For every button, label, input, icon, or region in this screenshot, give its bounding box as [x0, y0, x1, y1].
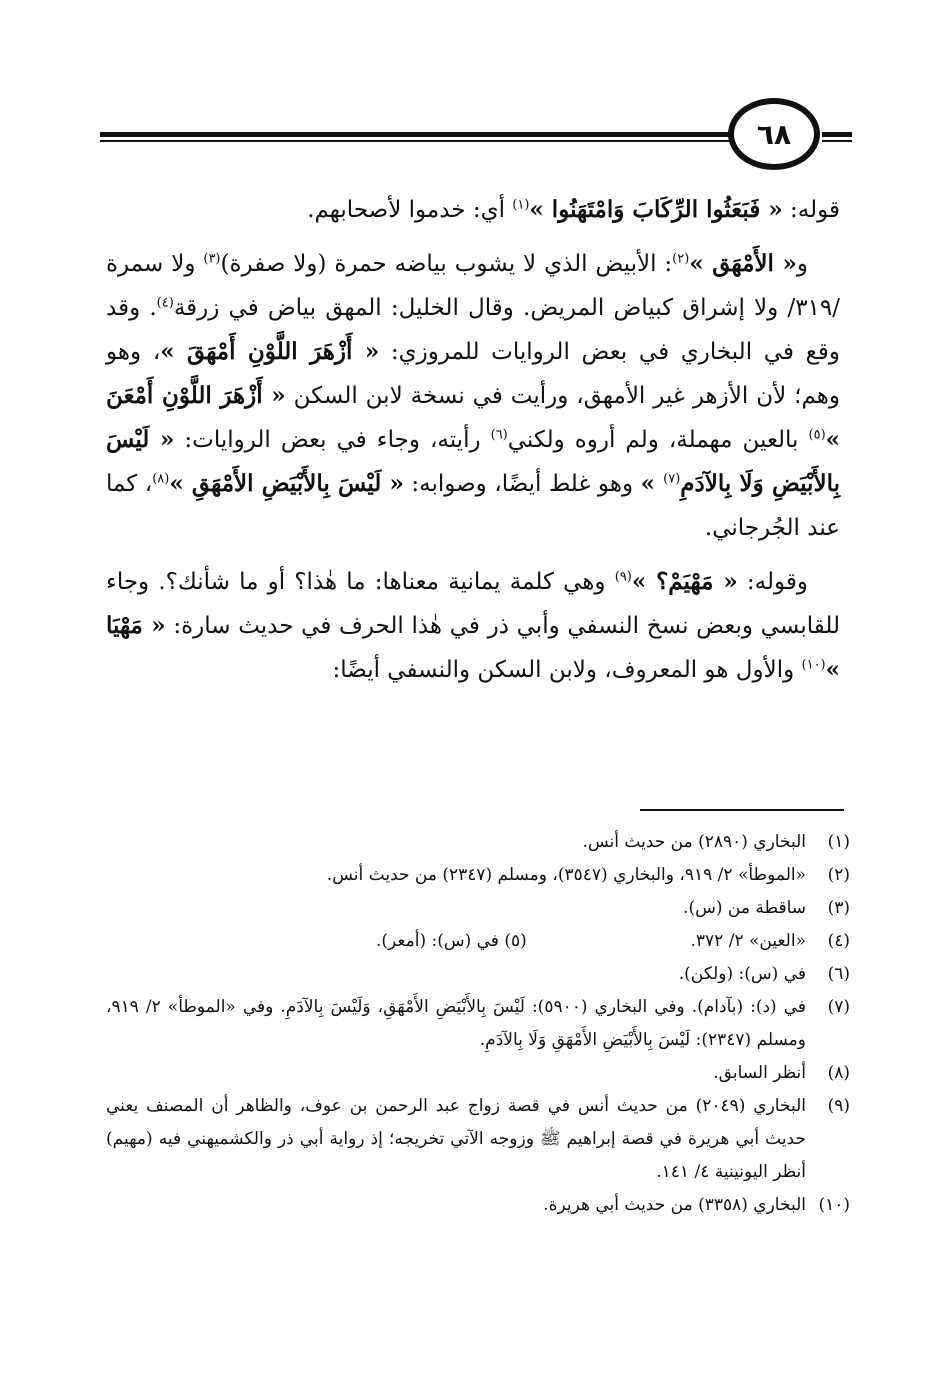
- footnote-number: (١): [827, 832, 850, 852]
- header-rule: [100, 132, 740, 137]
- footnote: [106, 1189, 850, 1222]
- footnote-number: (٣): [827, 898, 850, 918]
- footnote-ref: (٤): [156, 295, 174, 311]
- footnote-ref: (٧): [663, 471, 681, 487]
- footnote-divider: [640, 809, 844, 811]
- paragraph-text: وقوله:: [737, 569, 808, 595]
- paragraph-text: . وقد وقع في البخاري في بعض الروايات للمروزي:: [106, 295, 840, 365]
- footnote: [106, 925, 850, 958]
- footnote-ref: (٣): [203, 251, 221, 267]
- footnote-text: ساقطة من (س).: [683, 898, 806, 918]
- footnote: [106, 991, 850, 1057]
- header-rule-stub-thin: [822, 140, 852, 142]
- footnote-number: (١٠): [818, 1195, 850, 1215]
- paragraph-text: رأيته، وجاء في بعض الروايات:: [174, 427, 491, 453]
- footnote-text: في (س): (ولكن).: [678, 964, 806, 984]
- footnote: [106, 892, 850, 925]
- paragraph: [106, 188, 840, 232]
- footnote: [106, 826, 850, 859]
- quoted-phrase: « مَهْيَمْ؟ »: [631, 568, 738, 595]
- paragraph: [106, 242, 840, 550]
- footnote-number: (٢): [827, 865, 850, 885]
- footnote-ref: (١): [512, 197, 530, 213]
- footnote-number: (٩): [827, 1096, 850, 1116]
- paragraph-text: قوله:: [782, 197, 840, 223]
- page-header: [100, 98, 852, 188]
- paragraph-text: ولا سمرة /٣١٩/ ولا إشراق كبياض المريض. وقال الخليل: المهق بياض في زرقة: [106, 251, 841, 321]
- footnote-number: (٧): [827, 997, 850, 1017]
- footnote-ref: (٢): [672, 251, 690, 267]
- footnote-text-part: «العين» ٢/ ٣٧٢.: [690, 931, 806, 951]
- footnote-ref: (١٠): [801, 657, 826, 673]
- footnote: [106, 1057, 850, 1090]
- footnote: [106, 859, 850, 892]
- quoted-phrase: « فَبَعَثُوا الرِّكَابَ وَامْتَهَنُوا »: [529, 196, 783, 223]
- quoted-phrase: « أَزْهَرَ اللَّوْنِ أَمْعَنَ »: [106, 382, 841, 453]
- paragraph-text: بالعين مهملة، ولم أروه ولكني: [507, 427, 809, 453]
- header-rule-stub: [822, 132, 852, 137]
- footnote-ref: (٩): [614, 569, 632, 585]
- footnote: [106, 1090, 850, 1189]
- paragraph-text: : الأبيض الذي لا يشوب بياضه حمرة (ولا صفرة): [220, 251, 673, 277]
- paragraph-text: ، كما عند الجُرجاني.: [106, 471, 840, 541]
- footnote: [106, 958, 850, 991]
- footnote-ref: (٨): [152, 471, 170, 487]
- footnote-ref: (٦): [490, 427, 508, 443]
- quoted-phrase: « لَيْسَ بِالأَبْيَضِ الأَمْهَقِ »: [169, 470, 404, 497]
- header-rule-thin: [100, 140, 740, 142]
- footnote-text: [106, 925, 806, 958]
- main-text: [106, 188, 840, 702]
- footnote-inline-note: (٥) في (س): (أمعر).: [376, 931, 527, 951]
- footnotes: [106, 826, 850, 1222]
- paragraph-text: والأول هو المعروف، ولابن السكن والنسفي أيضًا:: [332, 657, 802, 683]
- footnote-ref: (٥): [808, 427, 826, 443]
- quoted-phrase: « الأَمْهَق »: [689, 250, 797, 277]
- paragraph-text: وهي كلمة يمانية معناها: ما هٰذا؟ أو ما شأنك؟. وجاء للقابسي وبعض نسخ النسفي وأبي ذر في هٰذا الحرف في حديث سارة:: [106, 569, 841, 639]
- quoted-phrase: « لَيْسَ بِالأَبْيَضِ وَلَا بِالآدَمِ: [106, 426, 840, 497]
- footnote-number: (٤): [827, 931, 850, 951]
- footnote-text: البخاري (٢٨٩٠) من حديث أنس.: [582, 832, 806, 852]
- paragraph-text: أي: خدموا لأصحابهم.: [307, 197, 513, 223]
- footnote-text: أنظر السابق.: [713, 1063, 806, 1083]
- footnote-text: «الموطأ» ٢/ ٩١٩، والبخاري (٣٥٤٧)، ومسلم (٢٣٤٧) من حديث أنس.: [326, 865, 806, 885]
- paragraph-text: و: [796, 251, 808, 277]
- footnote-text: في (د): (بآدام). وفي البخاري (٥٩٠٠): لَيْسَ بِالأَبْيَضِ الأَمْهَقِ، وَلَيْسَ بِالآدَمِ. وفي «الموطأ» ٢/ ٩١٩، ومسلم (٢٣٤٧): لَيْسَ بِالأَبْيَضِ الأَمْهَقِ وَلَا بِالآدَمِ.: [106, 997, 806, 1050]
- quoted-phrase: « أَزْهَرَ اللَّوْنِ أَمْهَقَ »: [160, 338, 380, 365]
- footnote-number: (٦): [827, 964, 850, 984]
- footnote-text: البخاري (٢٠٤٩) من حديث أنس في قصة زواج عبد الرحمن بن عوف، والظاهر أن المصنف يعني حديث أبي هريرة في قصة إبراهيم ﷺ وزوجه الآتي تخريجه؛ إذ رواية أبي ذر والكشميهني فيه (مهيم) أنظر اليونينية ٤/ ١٤١.: [106, 1096, 806, 1182]
- page-number: ٦٨: [728, 98, 820, 170]
- paragraph-text: وهو غلط أيضًا، وصوابه:: [403, 471, 641, 497]
- paragraph-text: ، وهو وهم؛ لأن الأزهر غير الأمهق، ورأيت في نسخة لابن السكن: [106, 339, 841, 409]
- paragraph: [106, 560, 840, 692]
- quoted-phrase: »: [640, 470, 664, 497]
- footnote-number: (٨): [827, 1063, 850, 1083]
- quoted-phrase: « مَهْيَا »: [106, 612, 840, 683]
- footnote-text: البخاري (٣٣٥٨) من حديث أبي هريرة.: [543, 1195, 806, 1215]
